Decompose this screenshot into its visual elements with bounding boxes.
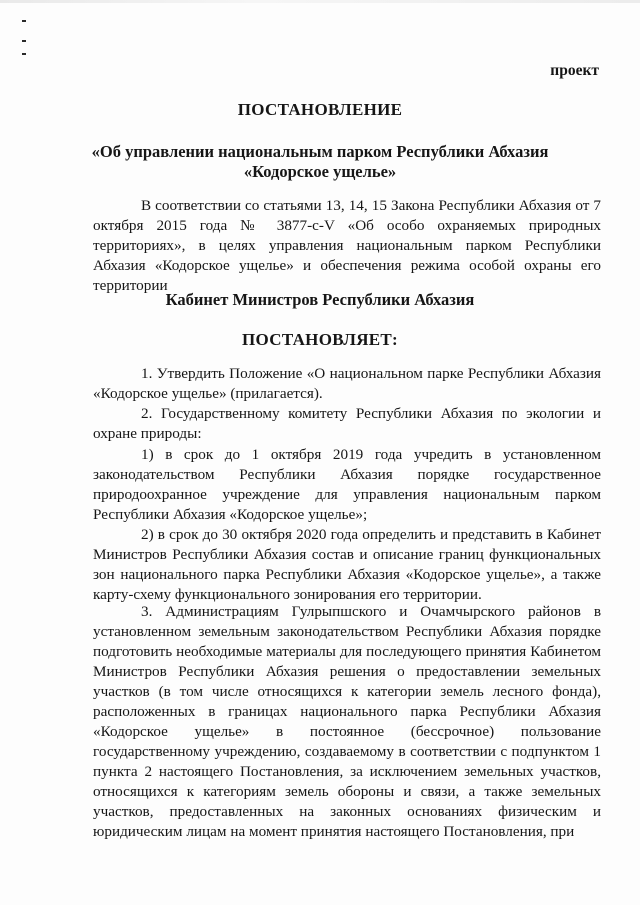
issuer-heading: Кабинет Министров Республики Абхазия [165,290,475,309]
document-type-title: ПОСТАНОВЛЕНИЕ [237,100,403,119]
item-3: 3. Администрациям Гулрыпшского и Очамчырского районов в установленном земельным законодательством Республики Абхазия порядке подготовить необходимые материалы для последующего принятия Кабинетом Министров Республики Абхазия решения о предоставлении земельных участков (в том числе относящихся к категории земель лесного фонда), расположенных в границах национального парка Республики Абхазия «Кодорское ущелье» в постоянное (бессрочное) пользование государственному учреждению, создаваемому в соответствии с подпунктом 1 пункта 2 настоящего Постановления, за исключением земельных участков, относящихся к категориям земель обороны и связи, а также земельных участков, предоставленных на законных основаниях физическим и юридическим лицам на момент принятия настоящего Постановления, при [93,603,601,840]
item-2-subitem-2: 2) в срок до 30 октября 2020 года определить и представить в Кабинет Министров Республики Абхазия состав и описание границ функциональных зон национального парка Республики Абхазия «Кодорское ущелье», а также карту-схему функционального зонирования его территории. [93,526,601,603]
subject-title-line2: «Кодорское ущелье» [243,162,397,181]
subject-title-line1: «Об управлении национальным парком Республики Абхазия [91,142,549,161]
item-2-subitem-1: 1) в срок до 1 октября 2019 года учредить в установленном законодательством Республики Абхазия порядке государственное природоохранное учреждение для управления национальным парком Республики Абхазия «Кодорское ущелье»; [93,446,601,523]
scan-mark [22,40,26,42]
scan-mark [22,20,26,22]
item-1: 1. Утвердить Положение «О национальном парке Республики Абхазия «Кодорское ущелье» (прилагается). [93,365,601,402]
scan-edge [0,0,640,3]
decree-heading: ПОСТАНОВЛЯЕТ: [241,330,399,349]
preamble-paragraph: В соответствии со статьями 13, 14, 15 Закона Республики Абхазия от 7 октября 2015 года № 3877-с-V «Об особо охраняемых природных территориях», в целях управления национальным парком Республики Абхазия «Кодорское ущелье» и обеспечения режима особой охраны его территории [93,197,601,294]
draft-label: проект [550,62,599,79]
scan-mark [22,53,26,55]
item-2: 2. Государственному комитету Республики Абхазия по экологии и охране природы: [93,405,601,442]
